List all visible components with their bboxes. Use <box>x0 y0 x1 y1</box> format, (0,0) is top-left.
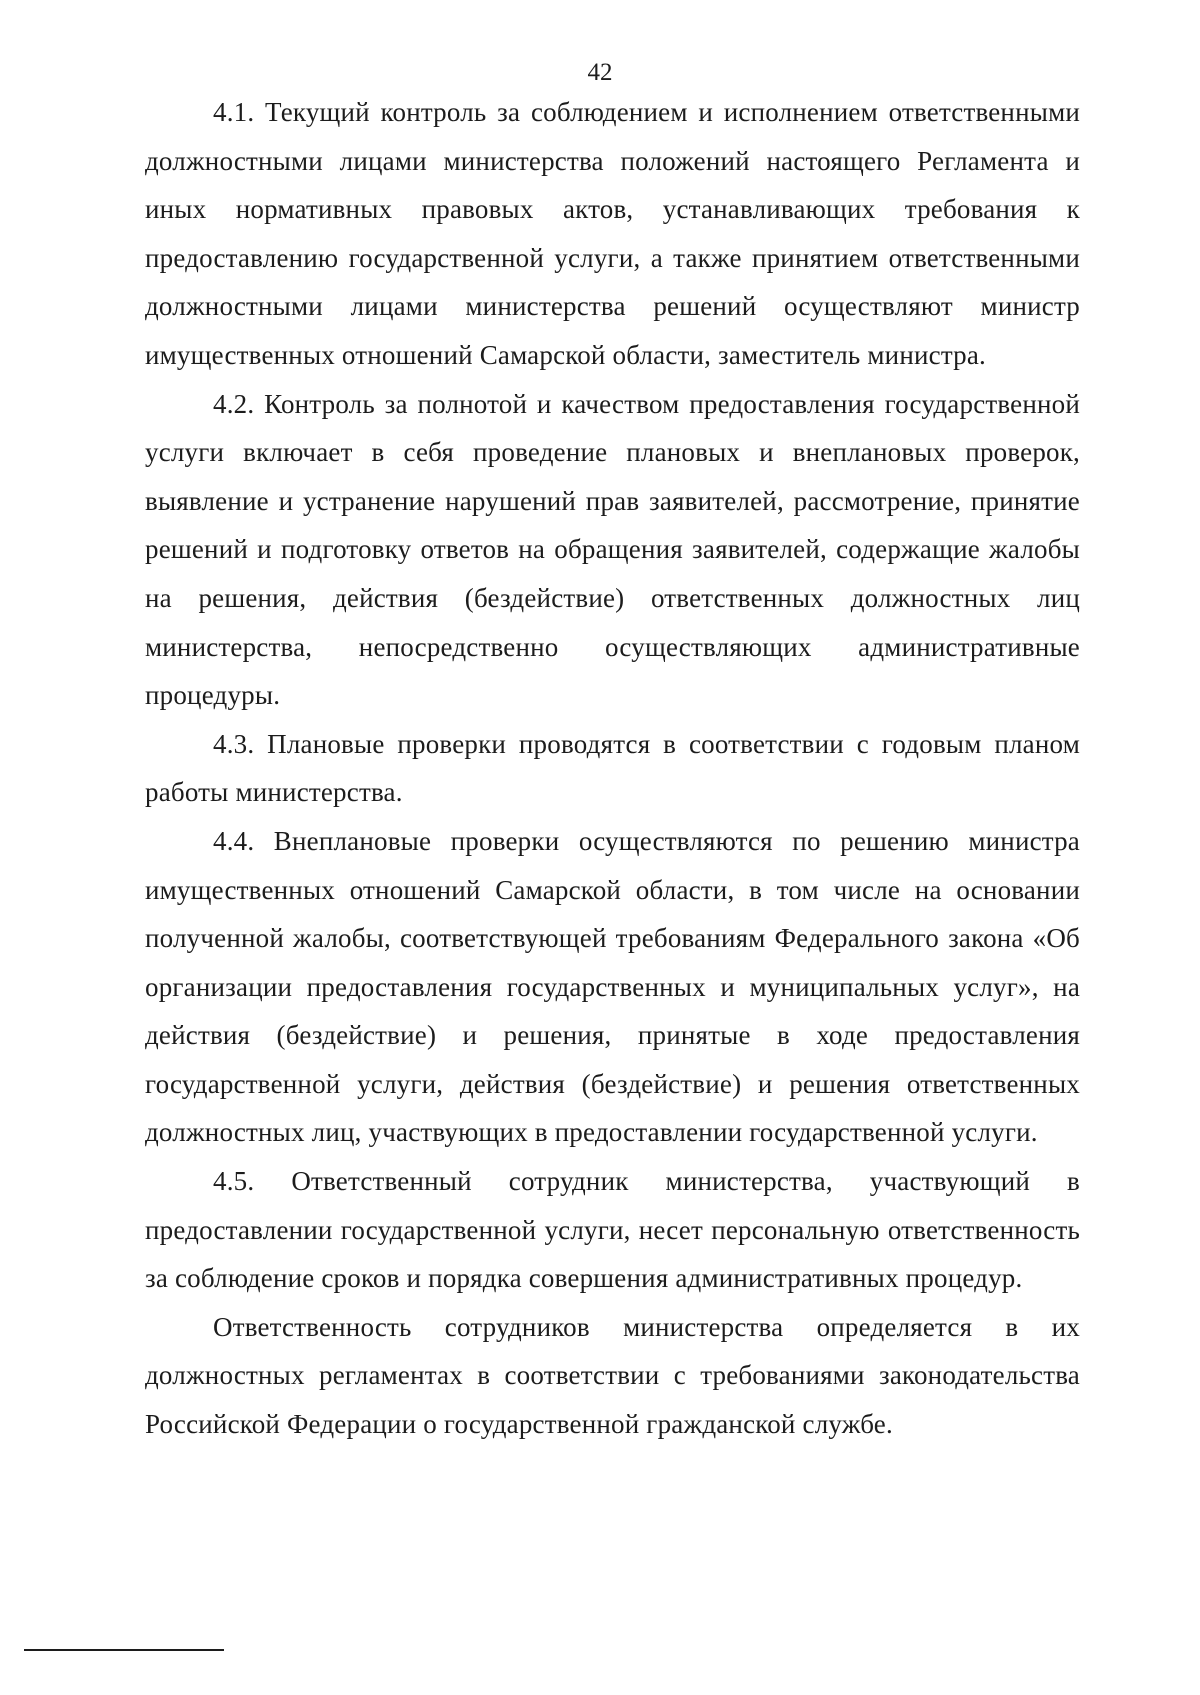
paragraph-4-4: 4.4. Внеплановые проверки осуществляются по решению министра имущественных отношений Самарской области, в том числе на основании полученной жалобы, соответствующей требованиям Федерального закона «Об организации предоставления государственных и муниципальных услуг», на действия (бездействие) и решения, принятые в ходе предоставления государственной услуги, действия (бездействие) и решения ответственных должностных лиц, участвующих в предоставлении государственной услуги. <box>145 825 1080 1148</box>
paragraph-responsibility: Ответственность сотрудников министерства определяется в их должностных регламентах в соответствии с требованиями законодательства Российской Федерации о государственной гражданской службе. <box>145 1311 1080 1440</box>
paragraph-4-3: 4.3. Плановые проверки проводятся в соответствии с годовым планом работы министерства. <box>145 728 1080 808</box>
paragraph-4-1: 4.1. Текущий контроль за соблюдением и исполнением ответственными должностными лицами министерства положений настоящего Регламента и иных нормативных правовых актов, устанавливающих требования к предоставлению государственной услуги, а также принятием ответственными должностными лицами министерства решений осуществляют министр имущественных отношений Самарской области, заместитель министра. <box>145 97 1080 370</box>
document-body <box>145 88 1080 1449</box>
paragraph-4-5: 4.5. Ответственный сотрудник министерства, участвующий в предоставлении государственной услуги, несет персональную ответственность за соблюдение сроков и порядка совершения административных процедур. <box>145 1166 1080 1294</box>
footer-divider <box>24 1649 224 1651</box>
paragraph-4-2: 4.2. Контроль за полнотой и качеством предоставления государственной услуги включает в себя проведение плановых и внеплановых проверок, выявление и устранение нарушений прав заявителей, рассмотрение, принятие решений и подготовку ответов на обращения заявителей, содержащие жалобы на решения, действия (бездействие) ответственных должностных лиц министерства, непосредственно осуществляющих административные процедуры. <box>145 388 1080 711</box>
page-number: 42 <box>587 59 613 86</box>
